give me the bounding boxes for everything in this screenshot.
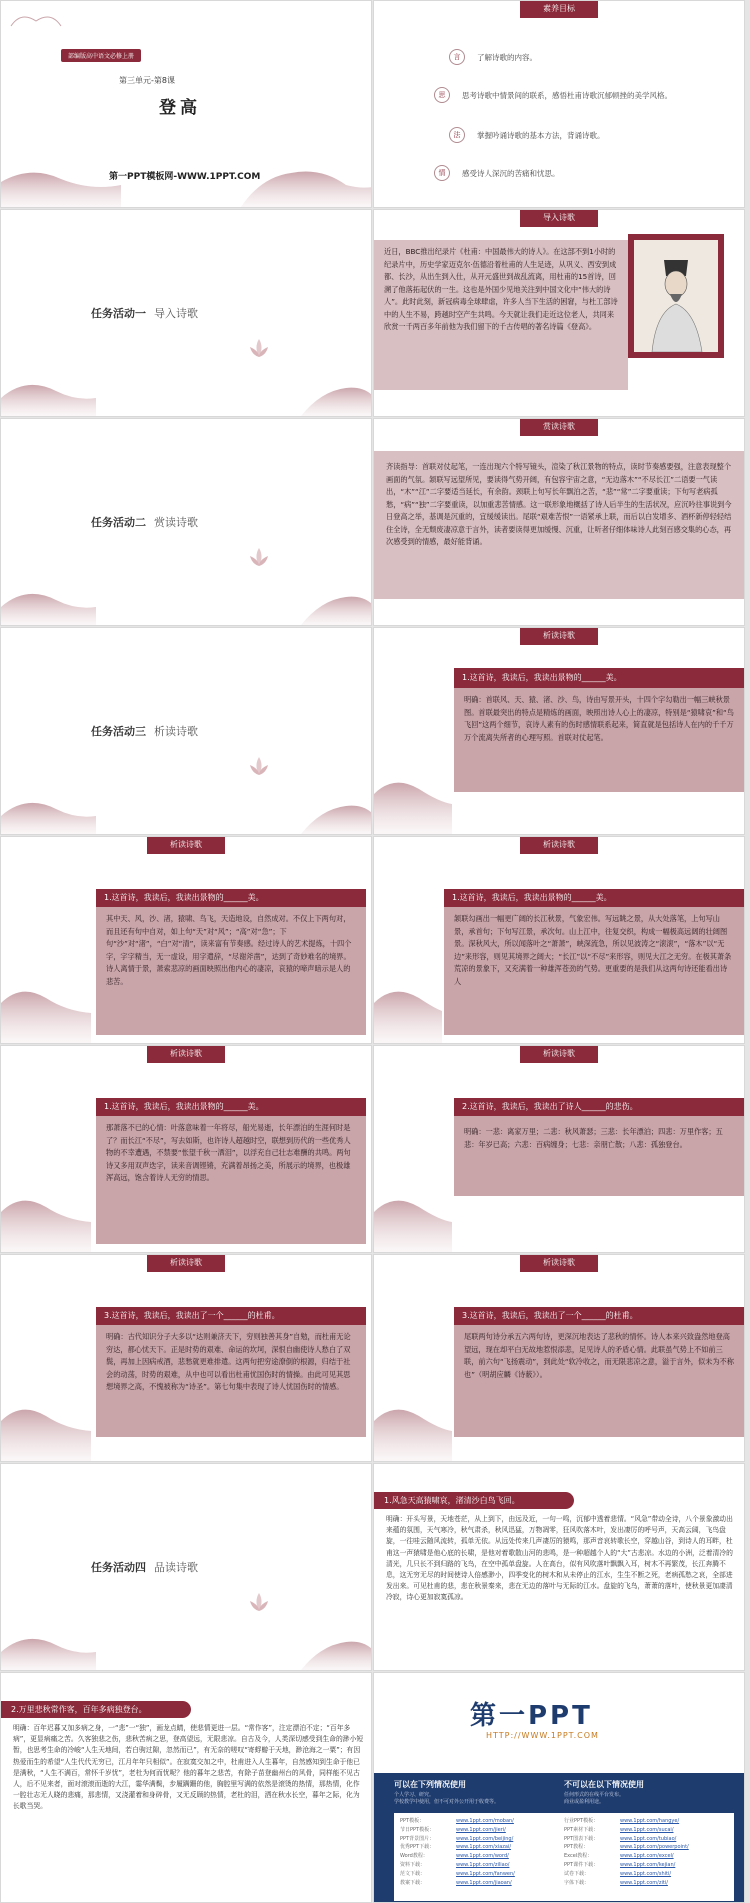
- allowed-list: 个人学习、研究。 学校教学中使用，但不可对外公开用于收费等。: [394, 1792, 500, 1805]
- link-row: [564, 1835, 728, 1844]
- slide-activity-3: [0, 627, 372, 835]
- slide-analysis-2: [0, 836, 372, 1044]
- slide-analysis-7: [373, 1254, 745, 1462]
- objective-text: 感受诗人深沉的苦痛和忧思。: [462, 168, 560, 178]
- slide-analysis-3: [373, 836, 745, 1044]
- link-url[interactable]: www.1ppt.com/beijing/: [456, 1835, 514, 1842]
- link-label: PPT图表下载：: [564, 1835, 599, 1842]
- link-label: 资料下载：: [400, 1861, 426, 1868]
- mountain-decoration: [374, 1381, 745, 1461]
- unit-label: 第三单元-第8课: [119, 76, 175, 85]
- forbidden-list: 任何形式的在线平台发布。 商业或盈利用途。: [564, 1792, 625, 1805]
- portrait-frame: [628, 234, 724, 358]
- slide-header: 析读诗歌: [520, 1255, 598, 1272]
- link-url[interactable]: www.1ppt.com/excel/: [620, 1853, 674, 1860]
- appreciation-text: 明确：开头写景，天地苍茫，从上到下，由远及近，一句一鸣，沉郁中透着悲情。“风急”带动全诗，八个景象激动出来蕴的氛围，天气寒冷，秋气肃杀，秋风迅猛，万物凋零，狂风吹落木叶，发出凄厉的呼号声，天高云阔，飞鸟盘旋，一往哇云随风流转，孤单无依。从远处传来几声凄厉的猿鸣，那声音哀转歌长空，穿越山谷，到诗人的耳畔，杜甫这一声猿啸是他心底的长啸，是他对着歌散山河的悲鸣，是一种超越个人的“大”古悲凉。水边的小洲，泛着清冷的清光，几只长不到归路的飞鸟，在空中孤单盘旋。人在高台，似有风吹落叶飘飘入耳，树木不再繁茂，长江奔腾不息，这无穷无尽的时间使诗人倍感渺小，四季变化的树木和从未停止的江水，生生不断之死，老病孤愁之哀，全部进发出来。可见杜甫的悲，悲在秋景秦来，悲在无边的落叶与无际的江水。盘旋的飞鸟，萧萧的落叶，使秋景更加凄清冷寂，诗心更加寂寞孤凉。: [386, 1515, 733, 1602]
- activity-title: [91, 305, 198, 321]
- slide-activity-1: [0, 209, 372, 417]
- mountain-decoration: [1, 963, 372, 1043]
- slide-header: 赏读诗歌: [520, 419, 598, 436]
- link-url[interactable]: www.1ppt.com/tubiao/: [620, 1835, 677, 1842]
- objective-icon: 法: [449, 127, 465, 143]
- link-label: PPT课件下载：: [564, 1861, 599, 1868]
- slide-header: 析读诗歌: [520, 1046, 598, 1063]
- usage-panel: [374, 1773, 745, 1903]
- question-bar: 1.这首诗，我读后，我读出景物的______美。: [454, 668, 744, 688]
- appreciation-text: 明确：百年迟暮又加多病之身，一“悲”一“独”，画龙点睛，使悲情更进一层。“常作客”，注定漂泊不定；“百年多病”，更显病痛之苦。久客独悲之伤，悲秋苦病之思，登高望远，无限悲凉。自古及今，人类深切感受到生命的渺小短暂，也思考生命的冷峻“人生天地间，若白驹过隙，忽然而已”，有无奈的嗟叹“寄蜉蝣于天地，渺沧海之一粟”；有因热爱而生的希望“人生代代无穷已，江月年年只相似”。在寂寞交加之中，杜甫进入人生暮年，自然感知到生命于他已是满秋，“人生不满百，常怀千岁忧”，老杜为何而忧呢？他的暮年之悲苦，有除子苗登幽州台的风骨，同样能不见古人，后不见来者，面对滚滚而逝的大江，霎华满鬓，步履蹒跚的他，胸腔里写满的依然是滚烫的热情，那热情，化作一腔壮志无人晓的悲痛，那悲情，又浇灌着和身碎骨，又无反顾的热情，老杜的泪，洒在秋水长空，暮年之际，化为长歌当哭。: [13, 1724, 364, 1811]
- slide-appreciation-2: [0, 1672, 372, 1903]
- question-bar: 3.这首诗，我读后，我读出了一个______的杜甫。: [96, 1307, 366, 1325]
- link-url[interactable]: www.1ppt.com/kejian/: [620, 1861, 676, 1868]
- intro-text: 近日，BBC推出纪录片《杜甫：中国最伟大的诗人》。在这部不到1小时的纪录片中，历史学家迈克尔·伍德沿着杜甫的人生足迹，从巩义、西安到成都、长沙，从出生到入仕，从开元盛世到战乱流离，用杜甫的15首诗，回溯了他落拓起伏的一生。这也是外国少见地关注到中国文化中“伟大的诗人”。此时此刻，新冠病毒全球肆虐，许多人当下生活的困窘，与杜工部诗中的人生不易，跨越时空产生共鸣。今天就让我们走近这位老人，共同来欣赏一千两百多年前他为我们留下的千古传唱的著名诗篇《登高》。: [374, 240, 628, 390]
- link-url[interactable]: www.1ppt.com/shiti/: [620, 1870, 672, 1877]
- slide-header: 素养目标: [520, 1, 598, 18]
- objective-icon: 言: [449, 49, 465, 65]
- activity-title: [91, 514, 198, 530]
- poem-line-tab: 1.风急天高猿啸哀，渚清沙白鸟飞回。: [374, 1492, 574, 1509]
- mountain-decoration: [374, 1172, 745, 1252]
- slide-header: 析读诗歌: [147, 1255, 225, 1272]
- activity-label: 任务活动三: [91, 725, 146, 738]
- site-label: 第一PPT模板网-WWW.1PPT.COM: [109, 172, 261, 182]
- link-url[interactable]: www.1ppt.com/ziliao/: [456, 1861, 510, 1868]
- link-label: Word教程：: [400, 1853, 428, 1860]
- link-url[interactable]: www.1ppt.com/moban/: [456, 1818, 514, 1824]
- mountain-decoration: [1, 754, 372, 834]
- objective-text: 了解诗歌的内容。: [477, 52, 537, 62]
- link-label: 教案下载：: [400, 1879, 426, 1886]
- mountain-decoration: [1, 1172, 372, 1252]
- link-url[interactable]: www.1ppt.com/ziti/: [620, 1879, 668, 1886]
- activity-name: 品读诗歌: [154, 1561, 198, 1574]
- slide-header: 析读诗歌: [147, 837, 225, 854]
- allowed-title: 可以在下列情况使用: [394, 1780, 466, 1789]
- link-row: [564, 1861, 728, 1870]
- link-label: Excel教程：: [564, 1853, 593, 1860]
- question-bar: 1.这首诗，我读后，我读出景物的______美。: [96, 889, 366, 907]
- answer-text: 那萧落不已的心情：叶落意味着一年将尽，船光易逝，长年漂泊的生涯何时是了？而长江“不尽”，写去如斯，也许诗人超越时空，联想到历代的一些优秀人物的不幸遭遇，不禁要“怅望千秋一洒泪”，以浮充自己壮志难酬的共鸣。两句诗又多用双声迭字，读来音调铿锵，充满着昂扬之美，所展示的境界，也极雄浑高远，饱含着诗人无穷的情思。: [96, 1116, 366, 1244]
- slide-activity-2: [0, 418, 372, 626]
- link-label: 字体下载：: [564, 1879, 590, 1886]
- link-url[interactable]: www.1ppt.com/jiaoan/: [456, 1879, 512, 1886]
- objective-item: [434, 165, 560, 181]
- textbook-tag: 部编版高中语文必修上册: [61, 49, 141, 62]
- slide-reading-guide: [373, 418, 745, 626]
- slide-header: 析读诗歌: [520, 837, 598, 854]
- objective-icon: 情: [434, 165, 450, 181]
- link-row: [564, 1843, 728, 1852]
- cloud-icon: [6, 6, 66, 36]
- link-url[interactable]: www.1ppt.com/fanwen/: [456, 1870, 515, 1877]
- link-column-right: [564, 1817, 728, 1897]
- link-row: [564, 1826, 728, 1835]
- objective-text: 掌握吟诵诗歌的基本方法，背诵诗歌。: [477, 130, 605, 140]
- activity-name: 析读诗歌: [154, 725, 198, 738]
- mountain-decoration: [1, 1381, 372, 1461]
- mountain-decoration: [374, 754, 745, 834]
- answer-text: 明确：古代知识分子大多以“达则兼济天下，穷则独善其身”自勉，而杜甫无论穷达，都心忧天下。正是时势的艰难、命运的坎坷，深恨自幽使诗人愁白了双鬓，再加上因病戒酒，悲愁就更难排遣。这两句把穷途潦倒的根源，归结于社会的动荡，时势的艰难，从中也可以看出杜甫忧国伤时的情操。由此可见其思想境界之高，不愧被称为“诗圣”。第七句集中表现了诗人忧国伤时的情感。: [96, 1325, 366, 1437]
- logo-area: [374, 1673, 745, 1773]
- mountain-decoration: [1, 1590, 372, 1670]
- slide-objectives: [373, 0, 745, 208]
- lesson-title: 登高: [159, 98, 201, 118]
- link-column-left: [400, 1817, 564, 1897]
- slide-intro: [373, 209, 745, 417]
- slide-header: 导入诗歌: [520, 210, 598, 227]
- activity-name: 导入诗歌: [154, 307, 198, 320]
- answer-text: 其中天、风，沙、渚，猿啸、鸟飞，天造地设，自然成对。不仅上下两句对，而且还有句中自对，如上句“天”对“风”；“高”对“急”；下句“沙”对“渚”，“白”对“清”，读来富有节奏感。经过诗人的艺术提炼，十四个字，字字精当，无一虚设，用字遣辞，“尽谢斧凿”，达到了奇妙难名的境界。诗人离情于景，萧索悲凉的画面映照出他内心的凄凉，哀猿的啼声暗示是人的悲苦。: [96, 907, 366, 1035]
- link-label: 试卷下载：: [564, 1870, 590, 1877]
- question-bar: 2.这首诗，我读后，我读出了诗人______的悲伤。: [454, 1098, 744, 1116]
- answer-text: 明确：一悲：离家万里；二悲：秋风萧瑟；三悲：长年漂泊；四悲：万里作客；五悲：年岁已高；六悲：百病缠身；七悲：亲朋亡散；八悲：孤独登台。: [454, 1116, 744, 1196]
- link-row: [400, 1826, 564, 1835]
- mountain-decoration: [374, 963, 745, 1043]
- answer-text: 尾联两句诗分承五六两句诗，更深沉地表达了悲秋的情怀。诗人本来兴致盎然地登高望远，现在却平白无故地惹恨添悲，足见诗人的矛盾心情。此联虽气势上不如前三联，前六句“飞扬震动”，到此处“软冷收之，而无限悲凉之意，溢于言外，似未为不称也”（明胡应麟《诗薮》）。: [454, 1325, 744, 1437]
- link-row: [564, 1852, 728, 1861]
- question-bar: 1.这首诗，我读后，我读出景物的______美。: [96, 1098, 366, 1116]
- link-row: [400, 1835, 564, 1844]
- link-row: [400, 1817, 564, 1826]
- reading-guide-text: 齐读指导：首联对仗起笔，一连出现六个特写镜头，渲染了秋江景物的特点，读时节奏感要强，注意表现整个画面的气氛。颔联写远望所见，要读得气势开阔，有包容宇宙之意，“无边落木”“不尽长江”二语要一气读出，“木”“江”二字要适当延长，有余韵。颈联上句写长年飘泊之苦，“悲”“常”二字要重读；下句写老病孤愁，“病”“独”二字要重读，以加重悲苦情感。这一联形象地概括了诗人后半生的生活状况，应沉吟往事说到今日登高之举，基调是沉重的，宜缓缓读出。尾联“艰难苦恨”一语紧承上联，而后以白发增多、酒杯新停轻轻结住全诗，全无颓废凄凉意于言外，读者要读得更加缓慢、沉重，让听者仔细体味诗人此刻百感交集的心态，再次感受到的情感，最好能背诵。: [374, 451, 745, 599]
- site-logo: 第一PPT: [470, 1701, 593, 1731]
- link-label: PPT素材下载：: [564, 1826, 599, 1833]
- link-table: [394, 1813, 734, 1901]
- link-url[interactable]: www.1ppt.com/sucai/: [620, 1826, 674, 1833]
- forbidden-title: 不可以在以下情况使用: [564, 1780, 644, 1789]
- slide-title: [0, 0, 372, 208]
- objective-text: 思考诗歌中情景间的联系，感悟杜甫诗歌沉郁顿挫的美学风格。: [462, 90, 672, 100]
- objective-item: [449, 49, 537, 65]
- link-row: [400, 1852, 564, 1861]
- dufu-portrait-image: [634, 240, 718, 352]
- slide-appreciation-1: [373, 1463, 745, 1671]
- link-row: [400, 1879, 564, 1888]
- activity-label: 任务活动一: [91, 307, 146, 320]
- slide-analysis-6: [0, 1254, 372, 1462]
- objective-item: [434, 87, 724, 103]
- link-url[interactable]: www.1ppt.com/hangye/: [620, 1818, 680, 1824]
- link-label: PPT教程：: [564, 1844, 589, 1851]
- link-label: PPT背景图片：: [400, 1835, 435, 1842]
- link-label: 优秀PPT下载：: [400, 1844, 435, 1851]
- link-url[interactable]: www.1ppt.com/powerpoint/: [620, 1844, 689, 1851]
- slide-analysis-5: [373, 1045, 745, 1253]
- poem-line-tab: 2.万里悲秋常作客，百年多病独登台。: [1, 1701, 191, 1718]
- activity-title: [91, 723, 198, 739]
- link-url[interactable]: www.1ppt.com/jieri/: [456, 1826, 506, 1833]
- link-row: [564, 1870, 728, 1879]
- slide-activity-4: [0, 1463, 372, 1671]
- site-url[interactable]: HTTP://WWW.1PPT.COM: [486, 1731, 599, 1740]
- question-bar: 3.这首诗，我读后，我读出了一个______的杜甫。: [454, 1307, 744, 1325]
- slide-analysis-1: [373, 627, 745, 835]
- activity-label: 任务活动四: [91, 1561, 146, 1574]
- activity-label: 任务活动二: [91, 516, 146, 529]
- question-bar: 1.这首诗，我读后，我读出景物的______美。: [444, 889, 744, 907]
- mountain-decoration: [1, 336, 372, 416]
- objective-item: [449, 127, 605, 143]
- activity-name: 赏读诗歌: [154, 516, 198, 529]
- slide-analysis-4: [0, 1045, 372, 1253]
- slide-header: 析读诗歌: [520, 628, 598, 645]
- slide-copyright: [373, 1672, 745, 1903]
- link-label: 节日PPT模板：: [400, 1826, 435, 1833]
- link-url[interactable]: www.1ppt.com/xiazai/: [456, 1844, 512, 1851]
- activity-title: [91, 1559, 198, 1575]
- mountain-decoration: [1, 545, 372, 625]
- link-label: 范文下载：: [400, 1870, 426, 1877]
- link-row: [400, 1843, 564, 1852]
- mountain-decoration: [1, 127, 372, 207]
- link-url[interactable]: www.1ppt.com/word/: [456, 1853, 509, 1860]
- slide-header: 析读诗歌: [147, 1046, 225, 1063]
- answer-text: 明确：首联风、天、猿、渚、沙、鸟，诗由写景开头，十四个字勾勒出一幅三峡秋景图。首联最突出的特点是精炼的画面，映照出诗人心上的凄凉，特别是“猿啸哀”和“鸟飞回”这两个细节，哀诗人素有的伤时感情联系起来，简直就是包括诗人在内的千千万万个流离失所者的心理写照。首联对仗起笔。: [454, 688, 744, 792]
- link-row: [400, 1870, 564, 1879]
- objective-icon: 思: [434, 87, 450, 103]
- link-row: [564, 1879, 728, 1888]
- link-row: [400, 1861, 564, 1870]
- link-label: 行业PPT模板：: [564, 1818, 599, 1824]
- link-row: [564, 1817, 728, 1826]
- answer-text: 颔联勾画出一幅更广阔的长江秋景，气象宏伟。写远眺之景，从大处落笔，上句写山景，承首句；下句写江景，承次句。山上江中，往复交织，构成一幅极高远阔的壮阔图景。深秋风大，所以闻落叶之“萧萧”，峡深流急，所以见波涛之“滚滚”，“落木”以“无边”来形容，则见其境界之阔大；“长江”以“不尽”来形容，则见大江之无穷。在极其萧条荒凉的景象下，又充满着一种雄浑苍劲的气势。更重要的是我们从这两句诗还能看出诗人: [444, 907, 744, 1035]
- link-label: PPT模板：: [400, 1818, 425, 1824]
